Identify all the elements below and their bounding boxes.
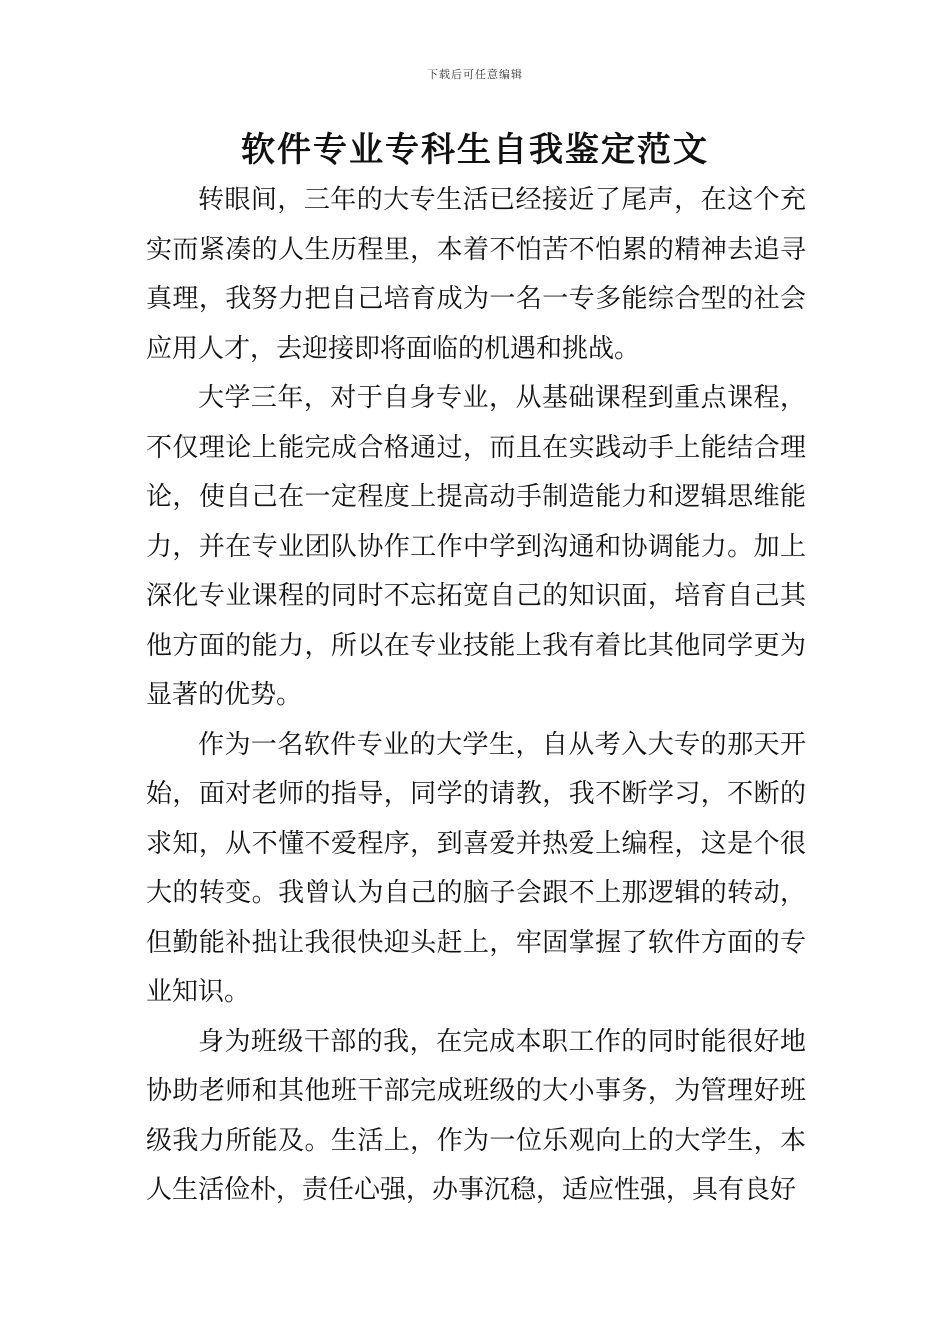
paragraph-3: 作为一名软件专业的大学生，自从考入大专的那天开始，面对老师的指导，同学的请教，我不断学习，不断的求知，从不懂不爱程序，到喜爱并热爱上编程，这是个很大的转变。我曾认为自己的脑子会跟不上那逻辑的转动，但勤能补拙让我很快迎头赶上，牢固掌握了软件方面的专业知识。	[146, 729, 806, 1007]
header-note: 下载后可任意编辑	[427, 68, 523, 81]
paragraph-4: 身为班级干部的我，在完成本职工作的同时能很好地协助老师和其他班干部完成班级的大小事务，为管理好班级我力所能及。生活上，作为一位乐观向上的大学生，本人生活俭朴，责任心强，办事沉稳，适应性强，具有良好	[146, 1026, 806, 1205]
document-title: 软件专业专科生自我鉴定范文	[241, 130, 709, 170]
paragraph-1: 转眼间，三年的大专生活已经接近了尾声，在这个充实而紧凑的人生历程里，本着不怕苦不怕累的精神去追寻真理，我努力把自己培育成为一名一专多能综合型的社会应用人才，去迎接即将面临的机遇和挑战。	[146, 185, 806, 364]
document-body	[146, 176, 806, 1216]
paragraph-2: 大学三年，对于自身专业，从基础课程到重点课程，不仅理论上能完成合格通过，而且在实践动手上能结合理论，使自己在一定程度上提高动手制造能力和逻辑思维能力，并在专业团队协作工作中学到沟通和协调能力。加上深化专业课程的同时不忘拓宽自己的知识面，培育自己其他方面的能力，所以在专业技能上我有着比其他同学更为显著的优势。	[146, 383, 806, 710]
